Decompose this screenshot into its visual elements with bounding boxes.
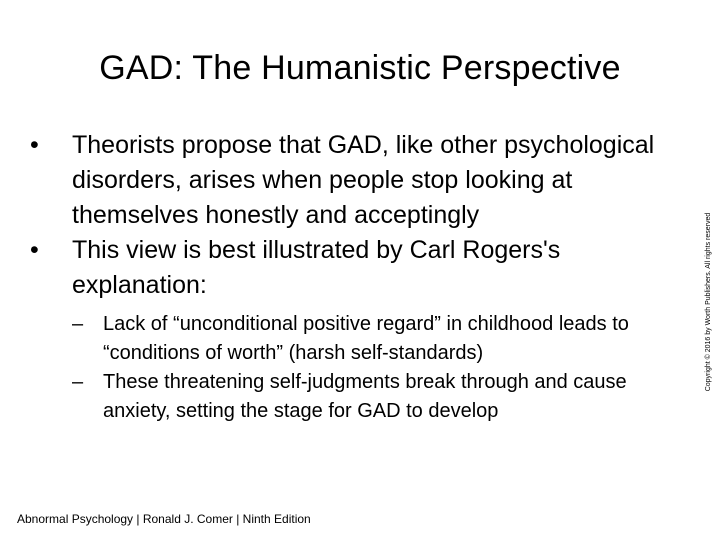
bullet-marker: • (30, 236, 39, 264)
sub-bullet-marker: – (72, 371, 84, 393)
bullet-text: Theorists propose that GAD, like other psychological disorders, arises when people stop looking at themselves honestly and acceptingly (72, 131, 655, 229)
bullet-text: This view is best illustrated by Carl Rogers's explanation: (72, 236, 561, 299)
sub-bullet-text: Lack of “unconditional positive regard” in childhood leads to “conditions of worth” (harsh self-standards) (103, 313, 629, 364)
sub-bullet-marker: – (72, 313, 84, 335)
main-bullet (30, 128, 670, 233)
sub-bullet (72, 310, 672, 368)
main-bullet-list (30, 128, 670, 303)
main-bullet (30, 233, 670, 303)
bullet-marker: • (30, 131, 39, 159)
sub-bullet-list (72, 310, 672, 426)
sub-bullet (72, 368, 672, 426)
copyright-notice: Copyright © 2016 by Worth Publishers. All rights reserved (705, 212, 712, 392)
slide-title: GAD: The Humanistic Perspective (99, 49, 621, 87)
footer-citation: Abnormal Psychology | Ronald J. Comer | Ninth Edition (17, 512, 311, 526)
sub-bullet-text: These threatening self-judgments break through and cause anxiety, setting the stage for GAD to develop (103, 371, 627, 422)
